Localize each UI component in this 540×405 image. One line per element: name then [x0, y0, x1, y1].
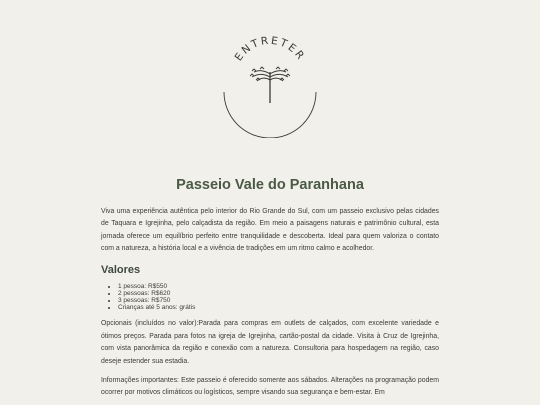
main-content [101, 176, 439, 400]
svg-text:ENTRETER [233, 35, 308, 64]
optionals-paragraph: Opcionais (incluídos no valor):Parada para compras em outlets de calçados, com excelente variedade e ótimos preços. Parada para fotos na igreja de Igrejinha, cartão-postal da cidade. Visita à Cruz de Igrejinha, com vista panorâmica da região e conexão com a natureza. Consultoria para hospedagem na região, caso deseje estender sua estadia. [101, 320, 439, 365]
brand-logo[interactable] [218, 34, 322, 138]
list-item: • 3 pessoas: R$750 [118, 297, 439, 304]
page-title: Passeio Vale do Paranhana [176, 177, 364, 193]
info-paragraph: Informações importantes: Este passeio é oferecido somente aos sábados. Alterações na programação podem ocorrer por motivos climáticos ou logísticos, sempre visando sua segurança e bem-estar. Em [101, 377, 439, 397]
prices-heading: Valores [101, 263, 141, 276]
intro-paragraph: Viva uma experiência autêntica pelo interior do Rio Grande do Sul, com um passeio exclusivo pelas cidades de Taquara e Igrejinha, pelo calçadista da região. Em meio a paisagens naturais e patrimônio cultural, esta jornada oferece um equilíbrio perfeito entre tranquilidade e descoberta. Ideal para quem valoriza o contato com a natureza, a história local e a vivência de tradições em um ritmo calmo e acolhedor. [101, 208, 439, 253]
price-list [101, 283, 439, 312]
list-item: • 1 pessoa: R$550 [118, 283, 439, 290]
list-item: • Crianças até 5 anos: grátis [118, 304, 439, 311]
logo-text: ENTRETER [232, 34, 308, 64]
araucaria-tree-icon [218, 34, 322, 138]
list-item: • 2 pessoas: R$620 [118, 290, 439, 297]
